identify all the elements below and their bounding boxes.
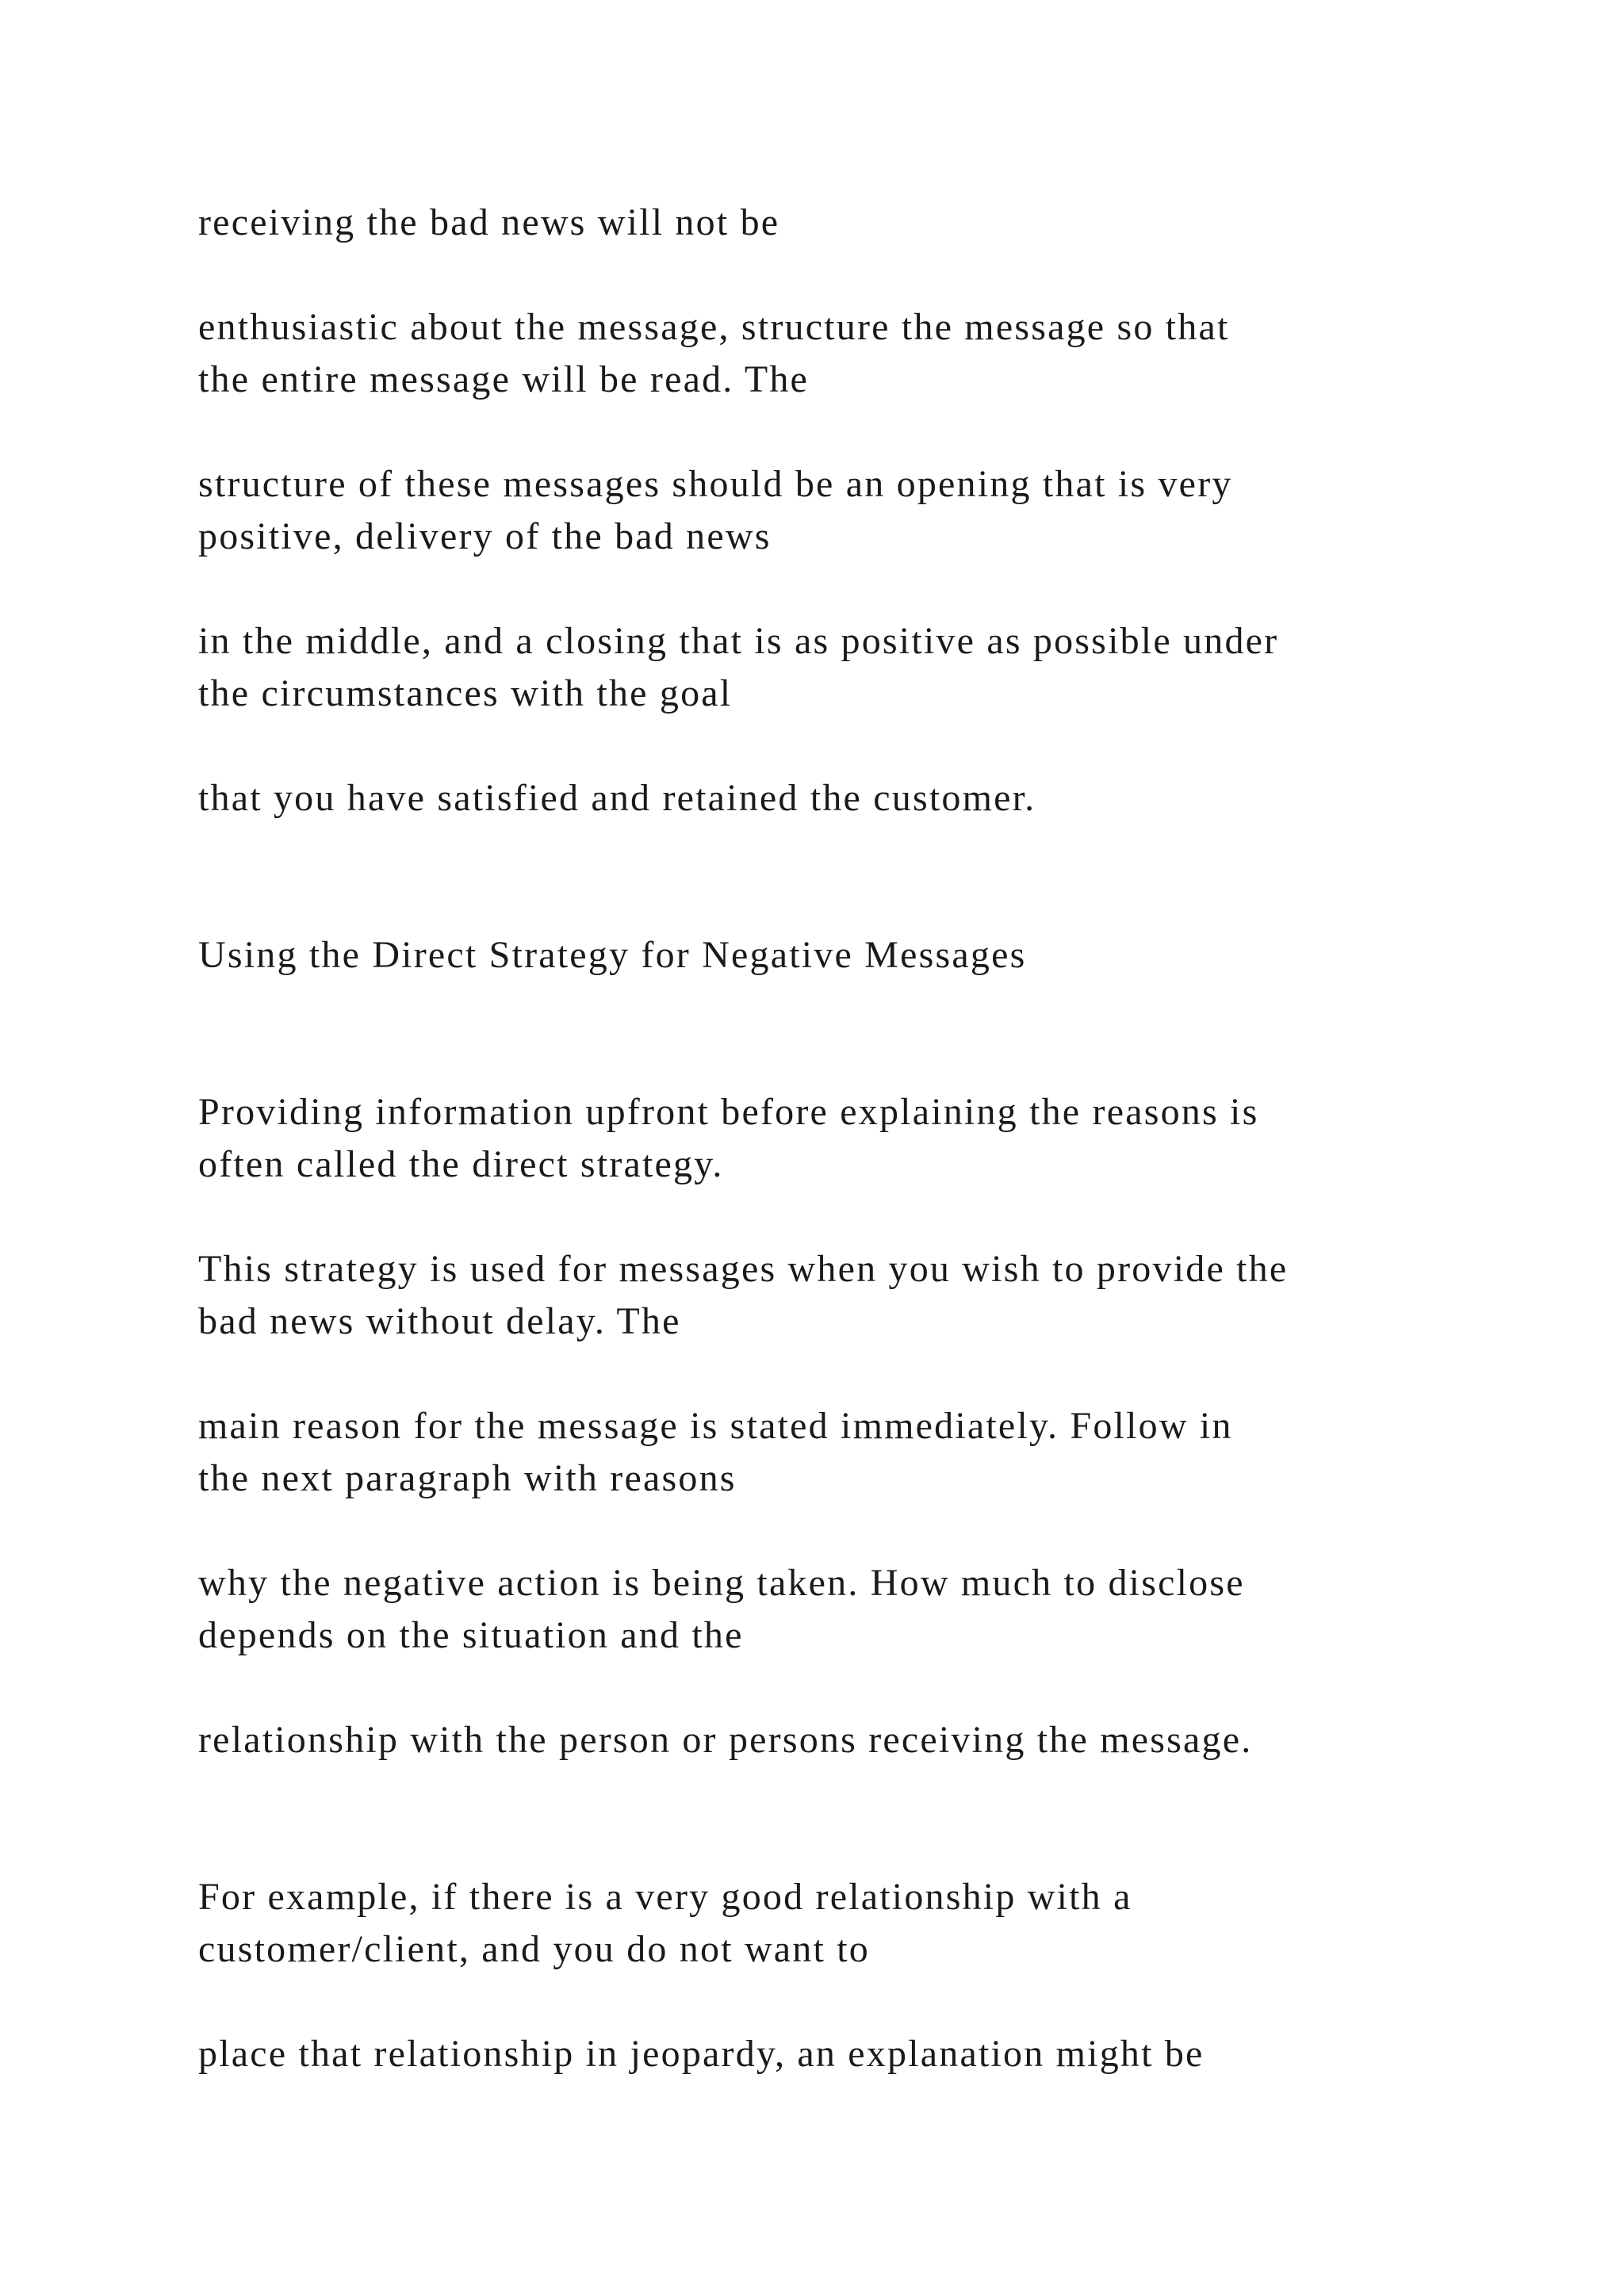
text-line: bad news without delay. The [198,1300,681,1342]
text-line: that you have satisfied and retained the customer. [198,777,1036,819]
text-line: Providing information upfront before explaining the reasons is [198,1091,1259,1133]
text-line: in the middle, and a closing that is as positive as possible under [198,620,1279,662]
text-line: main reason for the message is stated immediately. Follow in [198,1405,1233,1447]
text-line: For example, if there is a very good relationship with a [198,1876,1132,1918]
text-line: depends on the situation and the [198,1614,744,1656]
text-line: the circumstances with the goal [198,672,733,714]
text-line: the entire message will be read. The [198,358,810,400]
text-line: customer/client, and you do not want to [198,1928,870,1970]
text-line: positive, delivery of the bad news [198,515,772,557]
text-line: often called the direct strategy. [198,1143,724,1185]
text-line: This strategy is used for messages when you wish to provide the [198,1248,1289,1290]
text-line: enthusiastic about the message, structure the message so that [198,306,1230,348]
text-line: why the negative action is being taken. How much to disclose [198,1562,1245,1604]
text-line: the next paragraph with reasons [198,1457,737,1499]
text-line: place that relationship in jeopardy, an explanation might be [198,2033,1205,2075]
text-line: receiving the bad news will not be [198,201,780,243]
text-line: relationship with the person or persons receiving the message. [198,1719,1253,1761]
text-line: structure of these messages should be an opening that is very [198,463,1233,505]
section-heading: Using the Direct Strategy for Negative Messages [198,934,1027,976]
